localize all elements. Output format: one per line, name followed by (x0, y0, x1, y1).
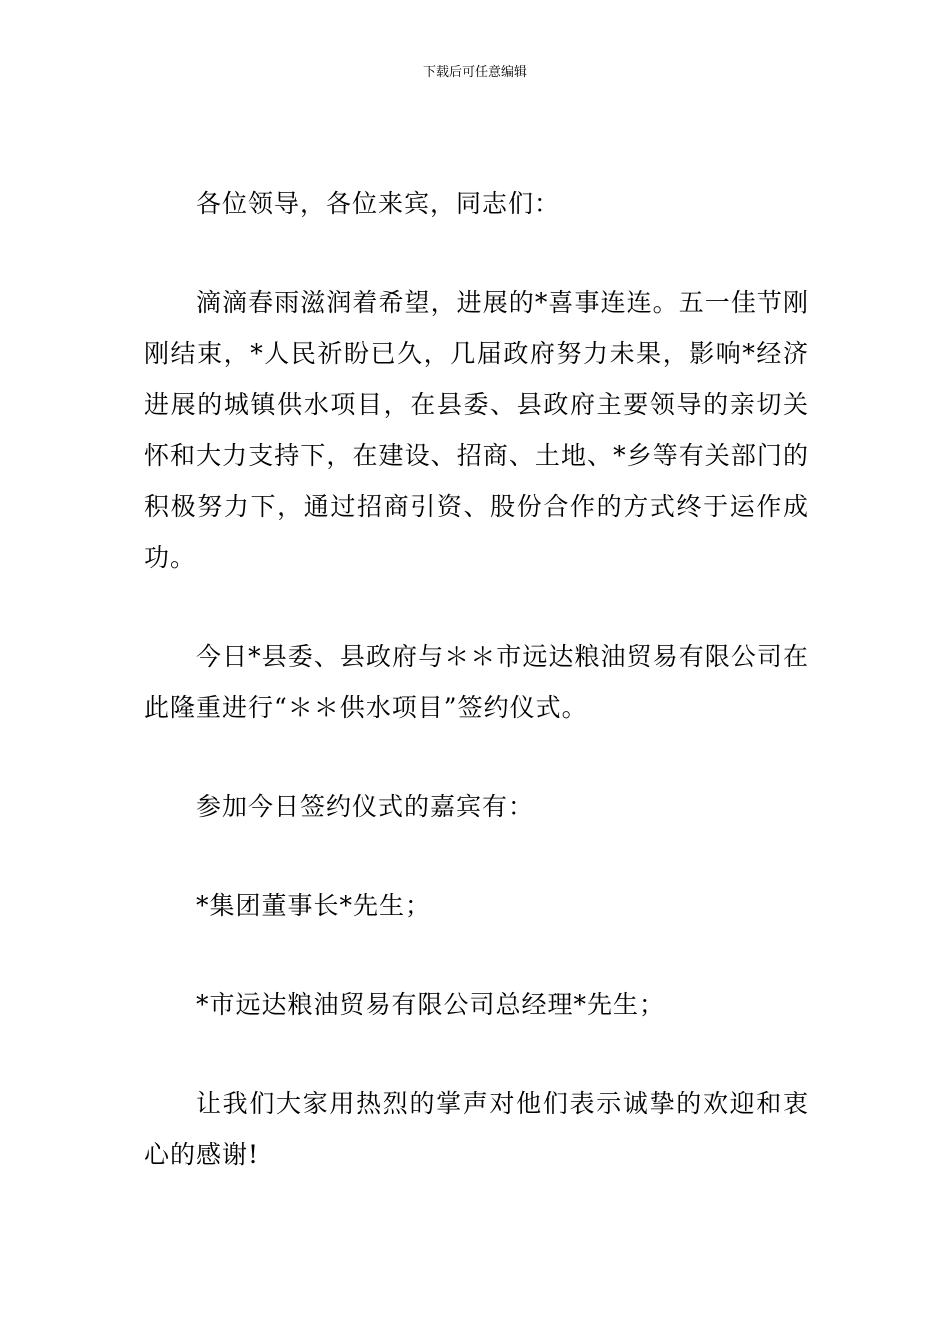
guest-item: *集团董事长*先生； (196, 891, 432, 920)
page-header: 下载后可任意编辑 (422, 65, 527, 80)
paragraph-closing: 让我们大家用热烈的掌声对他们表示诚挚的欢迎和衷心的感谢! (144, 1089, 809, 1169)
document-body (144, 178, 809, 1180)
paragraph-guests-heading: 参加今日签约仪式的嘉宾有： (196, 792, 535, 821)
paragraph-intro: 滴滴春雨滋润着希望，进展的*喜事连连。五一佳节刚刚结束，*人民祈盼已久，几届政府努力未果，影响*经济进展的城镇供水项目，在县委、县政府主要领导的亲切关怀和大力支持下，在建设、招商、土地、*乡等有关部门的积极努力下，通过招商引资、股份合作的方式终于运作成功。 (144, 288, 809, 572)
guest-item: *市远达粮油贸易有限公司总经理*先生； (196, 990, 666, 1019)
paragraph-ceremony: 今日*县委、县政府与＊＊市远达粮油贸易有限公司在此隆重进行“＊＊供水项目”签约仪式。 (144, 642, 809, 722)
salutation: 各位领导，各位来宾，同志们： (196, 189, 561, 218)
